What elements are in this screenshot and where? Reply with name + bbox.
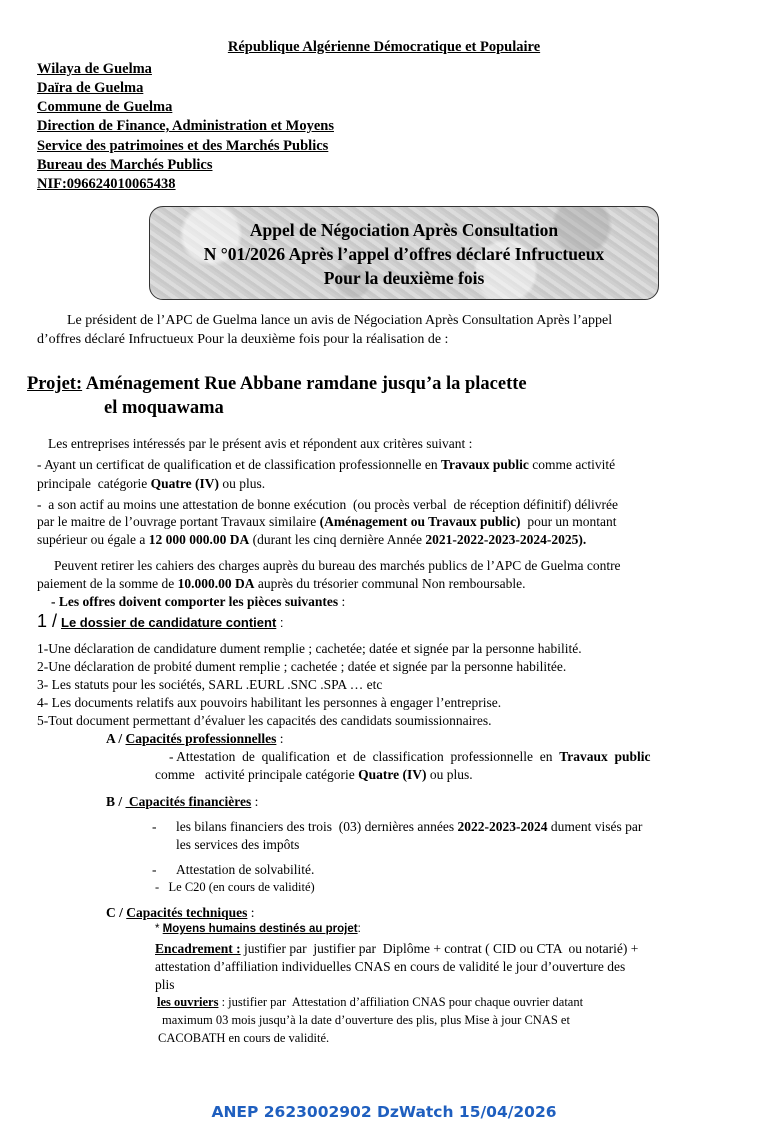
cap-b-line-3: Attestation de solvabilité. [176,862,315,877]
ouvriers-line-3: CACOBATH en cours de validité. [158,1031,330,1045]
header-service: Service des patrimoines et des Marchés Publics [37,138,329,154]
offers-line: - Les offres doivent comporter les pièces suivantes : [51,594,346,609]
criteria-1-line-1: - Ayant un certificat de qualification et de classification professionnelle en Travaux public comme activité [37,457,616,472]
republic-title: République Algérienne Démocratique et Populaire [227,39,541,55]
human-means-heading: * Moyens humains destinés au projet: [155,923,361,935]
dossier-item-1: 1-Une déclaration de candidature dument remplie ; cachetée; datée et signée par la personne habilité. [37,641,582,656]
ouvriers-line-2: maximum 03 mois jusqu’à la date d’ouverture des plis, plus Mise à jour CNAS et [162,1013,570,1027]
cap-b-dash-1: - [152,819,157,834]
cap-b-line-2: les services des impôts [176,837,300,852]
dossier-item-5: 5-Tout document permettant d’évaluer les capacités des candidats soumissionnaires. [37,713,492,728]
criteria-2-line-2: par le maitre de l’ouvrage portant Travaux similaire (Aménagement ou Travaux public) pour un montant [37,514,617,529]
cap-a-line-2: comme activité principale catégorie Quatre (IV) ou plus. [155,767,473,782]
cap-a-line-1: - Attestation de qualification et de classification professionnelle en Travaux public [169,749,651,764]
header-nif: NIF:096624010065438 [37,176,176,192]
dossier-item-4: 4- Les documents relatifs aux pouvoirs habilitant les personnes à engager l’entreprise. [37,695,502,710]
cap-b-line-4: - Le C20 (en cours de validité) [155,880,315,894]
cap-a-heading: A / Capacités professionnelles : [106,731,284,746]
withdrawal-line-1: Peuvent retirer les cahiers des charges auprès du bureau des marchés publics de l’APC de Guelma contre [54,558,621,573]
criteria-intro: Les entreprises intéressés par le présent avis et répondent aux critères suivant : [48,436,473,451]
cap-b-line-1: les bilans financiers des trois (03) dernières années 2022-2023-2024 dument visés par [176,819,643,834]
intro-line-1: Le président de l’APC de Guelma lance un avis de Négociation Après Consultation Après l’appel [67,313,613,328]
header-commune: Commune de Guelma [37,99,173,115]
criteria-2-line-3: supérieur ou égale a 12 000 000.00 DA (durant les cinq dernière Année 2021-2022-2023-2024-2025). [37,532,587,547]
cap-b-dash-2: - [152,862,157,877]
intro-line-2: d’offres déclaré Infructueux Pour la deuxième fois pour la réalisation de : [37,332,449,347]
footer-reference: ANEP 2623002902 DzWatch 15/04/2026 [211,1103,557,1121]
header-wilaya: Wilaya de Guelma [37,61,152,77]
dossier-heading: 1 / Le dossier de candidature contient : [37,611,284,631]
cap-b-heading: B / Capacités financières : [106,794,259,809]
encadrement-line-1: Encadrement : justifier par justifier par Diplôme + contrat ( CID ou CTA ou notarié) + [155,941,639,956]
cap-c-heading: C / Capacités techniques : [106,905,255,920]
title-line-3: Pour la deuxième fois [323,268,485,288]
dossier-item-2: 2-Une déclaration de probité dument remplie ; cachetée ; datée et signée par la personne habilitée. [37,659,567,674]
header-direction: Direction de Finance, Administration et Moyens [37,118,334,134]
header-bureau: Bureau des Marchés Publics [37,157,213,173]
criteria-1-line-2: principale catégorie Quatre (IV) ou plus. [37,476,266,491]
criteria-2-line-1: - a son actif au moins une attestation de bonne exécution (ou procès verbal de réception définitif) délivrée [37,497,619,512]
project-label: Projet: [27,374,83,394]
encadrement-line-3: plis [155,977,175,992]
title-line-2: N °01/2026 Après l’appel d’offres déclaré Infructueux [203,244,605,264]
dossier-item-3: 3- Les statuts pour les sociétés, SARL .EURL .SNC .SPA … etc [37,677,383,692]
title-line-1: Appel de Négociation Après Consultation [249,220,559,240]
project-name-line-2: el moquawama [104,398,224,418]
encadrement-line-2: attestation d’affiliation individuelles CNAS en cours de validité le jour d’ouverture des [155,959,626,974]
withdrawal-line-2: paiement de la somme de 10.000.00 DA auprès du trésorier communal Non remboursable. [37,576,526,591]
project-name-line-1: Aménagement Rue Abbane ramdane jusqu’a la placette [85,374,527,394]
dossier-number: 1 / [37,611,58,631]
project-heading [27,372,527,396]
dossier-title: Le dossier de candidature contient [61,615,277,630]
title-box [149,206,659,300]
header-daira: Daïra de Guelma [37,80,144,96]
ouvriers-line-1: les ouvriers : justifier par Attestation d’affiliation CNAS pour chaque ouvrier datant [157,995,584,1009]
